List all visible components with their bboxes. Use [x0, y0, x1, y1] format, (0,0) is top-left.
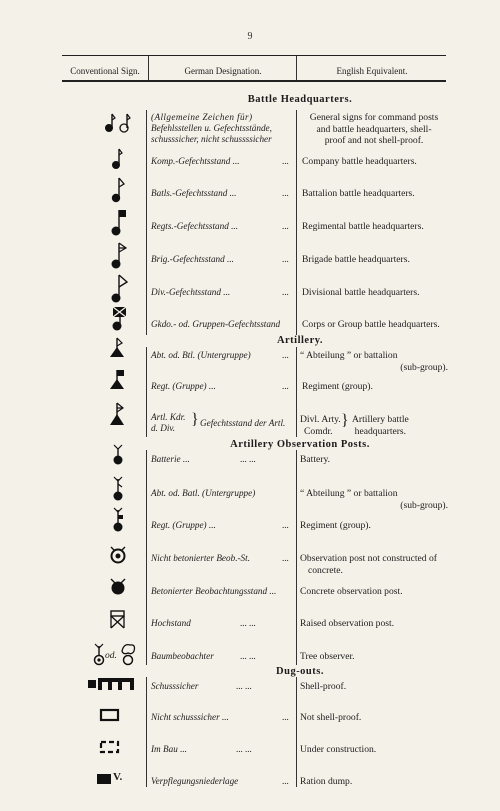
english-under-construction: Under construction. [300, 744, 377, 755]
company-hq-icon [108, 146, 148, 170]
raised-obs-post-icon [106, 608, 146, 630]
page-number: 9 [247, 31, 253, 42]
dots-tree-observer: ... ... [240, 651, 256, 661]
english-line-2: (sub-group). [400, 361, 448, 373]
german-battalion-obs: Abt. od. Batl. (Untergruppe) [151, 488, 256, 498]
english-divl-arty [300, 414, 341, 437]
english-division: Divisional battle headquarters. [302, 287, 420, 298]
german-brigade: Brig.-Gefechtsstand ... [151, 254, 234, 264]
german-artillery-battalion: Abt. od. Btl. (Untergruppe) [151, 350, 251, 360]
english-line-1: General signs for command posts [309, 112, 439, 123]
german-regiment: Regts.-Gefechtsstand ... [151, 221, 239, 231]
dots-under-construction: ... ... [236, 744, 252, 754]
german-not-shellproof: Nicht schusssicher ... [151, 712, 229, 722]
english-line-1: “ Abteilung ” or battalion [300, 350, 398, 361]
german-artillery-regiment: Regt. (Gruppe) ... [151, 381, 216, 391]
english-regiment: Regimental battle headquarters. [302, 221, 424, 232]
col-divider-english-4 [296, 677, 297, 787]
dots-not-shellproof: ... [282, 712, 289, 722]
under-construction-icon [98, 740, 138, 754]
english-artillery-regiment: Regiment (group). [302, 381, 373, 392]
battalion-obs-icon [108, 474, 148, 502]
dots-company: ... [282, 156, 289, 166]
col-divider-english-1 [296, 110, 297, 335]
english-line-1: “ Abteilung ” or battalion [300, 488, 398, 499]
dots-artillery-battalion: ... [282, 350, 289, 360]
not-shellproof-dugout-icon [98, 708, 138, 722]
english-comdr: Comdr. [304, 425, 333, 437]
english-artillery-battle-hq [352, 414, 409, 437]
german-under-construction: Im Bau ... [151, 744, 187, 754]
english-obs-post [300, 553, 448, 576]
german-shellproof: Schusssicher [151, 681, 199, 691]
german-raised-obs-post: Hochstand [151, 618, 191, 628]
german-regiment-obs: Regt. (Gruppe) ... [151, 520, 216, 530]
dots-artillery-regiment: ... [282, 381, 289, 391]
english-concrete-obs-post: Concrete observation post. [300, 586, 403, 597]
obs-post-icon [106, 544, 146, 566]
section-battle-hq: Battle Headquarters. [247, 94, 353, 105]
english-ration-dump: Ration dump. [300, 776, 353, 787]
english-raised-obs-post: Raised observation post. [300, 618, 395, 629]
brace-german: } [191, 411, 199, 428]
dots-raised-obs-post: ... ... [240, 618, 256, 628]
col-divider-english-2 [296, 347, 297, 437]
german-battery: Batterie ... [151, 454, 190, 464]
english-divl: Divl. Arty. [300, 414, 341, 425]
division-hq-icon [108, 272, 148, 304]
section-artillery-obs: Artillery Observation Posts. [230, 439, 370, 450]
english-company: Company battle headquarters. [302, 156, 417, 167]
concrete-obs-post-icon [106, 576, 146, 598]
tree-observer-icon [92, 641, 144, 667]
col-divider-english-3 [296, 450, 297, 665]
dots-obs-post: ... [282, 553, 289, 563]
dots-regiment-obs: ... [282, 520, 289, 530]
brigade-hq-icon [108, 240, 148, 270]
header-german: German Designation. [184, 66, 262, 76]
col-divider-german-2 [146, 347, 147, 437]
german-gefechtsstand-artl: Gefechtsstand der Artl. [200, 418, 286, 428]
regiment-obs-icon [108, 505, 148, 533]
col-divider-german-4 [146, 677, 147, 787]
english-headquarters: headquarters. [354, 425, 407, 437]
brace-english: } [341, 412, 349, 429]
dots-division: ... [282, 287, 289, 297]
header-english: English Equivalent. [336, 66, 408, 76]
dots-ration-dump: ... [282, 776, 289, 786]
english-general-signs [300, 112, 448, 147]
english-tree-observer: Tree observer. [300, 651, 355, 662]
flag-pennant-pair-icon [100, 110, 140, 134]
english-line-2: (sub-group). [400, 499, 448, 511]
english-line-2: concrete. [308, 564, 343, 576]
german-ration-dump: Verpflegungsniederlage [151, 776, 239, 786]
artillery-battalion-icon [104, 335, 144, 359]
shellproof-dugout-icon [86, 677, 134, 691]
english-battalion-obs [300, 488, 448, 511]
regiment-hq-icon [108, 207, 148, 237]
german-corps: Gkdo.- od. Gruppen-Gefechtsstand [151, 319, 281, 329]
header-bottom-rule [62, 80, 446, 82]
german-line-2: Befehlsstellen u. Gefechtsstände, [151, 123, 272, 133]
section-dugouts: Dug-outs. [276, 666, 324, 677]
english-artillery-battle: Artillery battle [352, 414, 409, 425]
german-general-signs [151, 112, 295, 145]
german-d-div: d. Div. [151, 423, 176, 433]
section-artillery: Artillery. [276, 335, 324, 346]
english-not-shellproof: Not shell-proof. [300, 712, 362, 723]
dots-shellproof: ... ... [236, 681, 252, 691]
english-shellproof: Shell-proof. [300, 681, 347, 692]
english-artillery-battalion [300, 350, 448, 373]
german-artl-kdr: Artl. Kdr. [151, 412, 186, 422]
german-battalion: Batls.-Gefechtsstand ... [151, 188, 237, 198]
english-regiment-obs: Regiment (group). [300, 520, 371, 531]
english-line-3: proof and not shell-proof. [324, 135, 424, 146]
dots-battery: ... ... [240, 454, 256, 464]
german-line-1: (Allgemeine Zeichen für) [151, 112, 253, 122]
header-sign: Conventional Sign. [70, 66, 140, 76]
dots-regiment: ... [282, 221, 289, 231]
ration-dump-letter: V. [113, 771, 123, 783]
tree-observer-or: od. [105, 651, 117, 661]
german-concrete-obs-post: Betonierter Beobachtungsstand ... [151, 586, 277, 596]
english-line-2: and battle headquarters, shell- [316, 123, 432, 135]
artillery-commander-icon [104, 400, 144, 428]
english-brigade: Brigade battle headquarters. [302, 254, 410, 265]
corps-hq-icon [107, 304, 147, 332]
german-tree-observer: Baumbeobachter [151, 651, 214, 661]
german-line-3: schusssicher, nicht schussssicher [151, 134, 272, 144]
english-line-1: Observation post not constructed of [300, 553, 437, 564]
col-divider-header-1 [148, 56, 149, 80]
english-battalion: Battalion battle headquarters. [302, 188, 415, 199]
german-division: Div.-Gefechtsstand ... [151, 287, 231, 297]
german-obs-post: Nicht betonierter Beob.-St. [151, 553, 250, 563]
battery-obs-icon [108, 442, 148, 466]
header-top-rule [62, 55, 446, 56]
english-battery: Battery. [300, 454, 331, 465]
german-artillery-commander [151, 412, 185, 434]
german-company: Komp.-Gefechtsstand ... [151, 156, 240, 166]
battalion-hq-icon [108, 175, 148, 203]
english-corps: Corps or Group battle headquarters. [302, 319, 440, 330]
dots-brigade: ... [282, 254, 289, 264]
dots-battalion: ... [282, 188, 289, 198]
artillery-regiment-icon [104, 367, 144, 391]
col-divider-header-2 [296, 56, 297, 80]
